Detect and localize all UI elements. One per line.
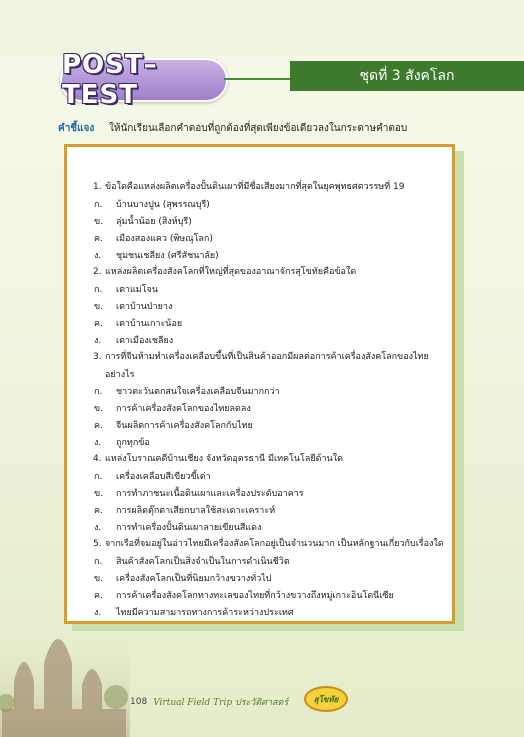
- temple-ruins-illustration: [0, 585, 130, 737]
- question-sheet: [64, 144, 455, 624]
- option-1-d[interactable]: [94, 250, 219, 262]
- question-number: 3.: [93, 352, 102, 362]
- series-title: Virtual Field Trip ประวัติศาสตร์: [153, 698, 289, 708]
- option-text: ถูกทุกข้อ: [116, 438, 150, 448]
- option-letter: ค.: [94, 506, 103, 516]
- question-4: [93, 453, 444, 466]
- option-letter: ก.: [94, 285, 103, 295]
- option-letter: ข.: [94, 489, 104, 499]
- option-text: การค้าเครื่องสังคโลกทางทะเลของไทยที่กว้างขวางถึงหมู่เกาะอินโดนีเซีย: [116, 591, 394, 601]
- option-text: จีนผลิตการค้าเครื่องสังคโลกกับไทย: [116, 421, 253, 431]
- option-1-b[interactable]: [94, 216, 192, 228]
- question-text-line-2: อย่างไร: [105, 370, 135, 380]
- header-divider: [224, 78, 290, 80]
- instructions-text: ให้นักเรียนเลือกคำตอบที่ถูกต้องที่สุดเพียงข้อเดียวลงในกระดาษคำตอบ: [109, 123, 408, 134]
- option-5-a[interactable]: [94, 556, 290, 568]
- option-text: เมืองสองแคว (พิษณุโลก): [116, 234, 213, 244]
- option-1-c[interactable]: [94, 233, 213, 245]
- option-text: เตาบ้านเกาะน้อย: [116, 319, 183, 329]
- option-letter: ข.: [94, 574, 104, 584]
- option-text: ลุ่มน้ำน้อย (สิงห์บุรี): [116, 217, 192, 227]
- sukhothai-seal-logo: [304, 686, 348, 712]
- option-text: การทำเครื่องปั้นดินเผาลายเขียนสีแดง: [116, 523, 262, 533]
- set-title-banner: [290, 61, 524, 91]
- option-letter: ง.: [94, 336, 102, 346]
- option-text: การค้าเครื่องสังคโลกของไทยลดลง: [116, 404, 251, 414]
- option-text: การผลิตตุ๊กตาเสียกบาลใช้สะเดาะเคราะห์: [116, 506, 276, 516]
- option-2-b[interactable]: [94, 301, 172, 313]
- question-3: [93, 351, 444, 382]
- question-text: ข้อใดคือแหล่งผลิตเครื่องปั้นดินเผาที่มีชื่อเสียงมากที่สุดในยุคพุทธศตวรรษที่ 19: [105, 182, 405, 192]
- post-test-logo: [60, 50, 228, 110]
- option-2-d[interactable]: [94, 335, 173, 347]
- option-letter: ข.: [94, 217, 104, 227]
- option-letter: ข.: [94, 302, 104, 312]
- option-2-a[interactable]: [94, 284, 158, 296]
- option-letter: ง.: [94, 608, 102, 618]
- option-2-c[interactable]: [94, 318, 182, 330]
- option-text: เครื่องสังคโลกเป็นที่นิยมกว้างขวางทั่วไป: [116, 574, 272, 584]
- option-text: บ้านบางปูน (สุพรรณบุรี): [116, 200, 210, 210]
- option-letter: ข.: [94, 404, 104, 414]
- option-text: การทำภาชนะเนื้อดินเผาและเครื่องประดับอาคาร: [116, 489, 304, 499]
- question-number: 1.: [93, 182, 102, 192]
- option-letter: ก.: [94, 387, 103, 397]
- option-text: สินค้าสังคโลกเป็นสิ่งจำเป็นในการดำเนินชีวิต: [116, 557, 290, 567]
- question-2: [93, 266, 444, 279]
- question-text: จากเรือที่จมอยู่ในอ่าวไทยมีเครื่องสังคโลกอยู่เป็นจำนวนมาก เป็นหลักฐานเกี่ยวกับเรื่องใด: [105, 539, 444, 549]
- option-4-b[interactable]: [94, 488, 304, 500]
- question-text: แหล่งผลิตเครื่องสังคโลกที่ใหญ่ที่สุดของอาณาจักรสุโขทัยคือข้อใด: [105, 267, 357, 277]
- option-letter: ค.: [94, 421, 103, 431]
- seal-text: สุโขทัย: [313, 694, 339, 704]
- option-text: ไทยมีความสามารถทางการค้าระหว่างประเทศ: [116, 608, 294, 618]
- option-letter: ก.: [94, 557, 103, 567]
- option-3-b[interactable]: [94, 403, 251, 415]
- option-letter: ค.: [94, 591, 103, 601]
- option-3-a[interactable]: [94, 386, 280, 398]
- question-1: [93, 181, 444, 194]
- option-5-b[interactable]: [94, 573, 272, 585]
- option-text: เตาเมืองเชลียง: [116, 336, 174, 346]
- option-1-a[interactable]: [94, 199, 210, 211]
- logo-text: POST–TEST: [62, 50, 158, 110]
- question-number: 2.: [93, 267, 102, 277]
- option-letter: ก.: [94, 472, 103, 482]
- option-5-c[interactable]: [94, 590, 394, 602]
- question-number: 5.: [93, 539, 102, 549]
- option-text: เตาแม่โจน: [116, 285, 158, 295]
- page-number: 108: [130, 697, 148, 707]
- option-letter: ก.: [94, 200, 103, 210]
- option-letter: ค.: [94, 319, 103, 329]
- option-3-d[interactable]: [94, 437, 150, 449]
- question-text: แหล่งโบราณคดีบ้านเชียง จังหวัดอุดรธานี มีเทคโนโลยีด้านใด: [105, 454, 343, 464]
- option-text: เครื่องเคลือบสีเขียวขี้เต่า: [116, 472, 211, 482]
- option-3-c[interactable]: [94, 420, 253, 432]
- option-letter: ง.: [94, 438, 102, 448]
- option-text: เตาบ้านป่ายาง: [116, 302, 173, 312]
- question-5: [93, 538, 444, 551]
- option-4-c[interactable]: [94, 505, 275, 517]
- question-number: 4.: [93, 454, 102, 464]
- top-band: [0, 0, 524, 56]
- option-letter: ง.: [94, 251, 102, 261]
- set-title: ชุดที่ 3 สังคโลก: [359, 68, 455, 84]
- option-4-d[interactable]: [94, 522, 261, 534]
- instructions-label: คำชี้แจง: [58, 123, 95, 134]
- option-text: ชาวตะวันตกสนใจเครื่องเคลือบจีนมากกว่า: [116, 387, 280, 397]
- option-text: ชุมชนเชลียง (ศรีสัชนาลัย): [116, 251, 219, 261]
- question-text-line-1: การที่จีนห้ามทำเครื่องเคลือบขึ้นที่เป็นสินค้าออกมีผลต่อการค้าเครื่องสังคโลกของไทย: [105, 352, 429, 362]
- option-letter: ค.: [94, 234, 103, 244]
- page-footer: [130, 692, 320, 712]
- option-letter: ง.: [94, 523, 102, 533]
- option-4-a[interactable]: [94, 471, 211, 483]
